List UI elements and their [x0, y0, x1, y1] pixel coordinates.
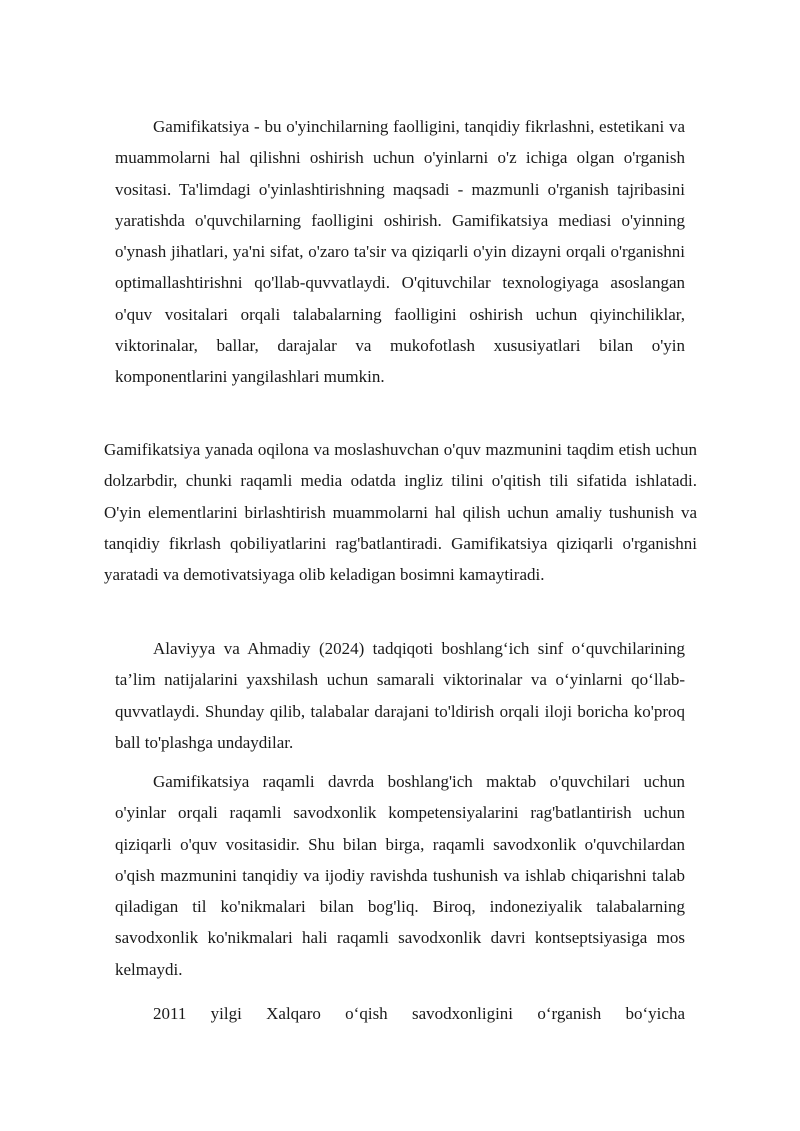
paragraph-pirls-2011: 2011 yilgi Xalqaro o‘qish savodxonligini o‘rganish bo‘yicha: [153, 1004, 685, 1023]
paragraph-digital-literacy: Gamifikatsiya raqamli davrda boshlang'ich maktab o'quvchilari uchun o'yinlar orqali raqamli savodxonlik kompetensiyalarini rag'batlantirish uchun qiziqarli o'quv vositasidir. Shu bilan birga, raqamli savodxonlik o'quvchilardan o'qish mazmunini tanqidiy va ijodiy ravishda tushunish va ishlab chiqarishni talab qiladigan til ko'nikmalari bilan bog'liq. Biroq, indoneziyalik talabalarning savodxonlik ko'nikmalari hali raqamli savodxonlik davri kontseptsiyasiga mos kelmaydi.: [115, 772, 685, 979]
paragraph-gamification-definition: Gamifikatsiya - bu o'yinchilarning faolligini, tanqidiy fikrlashni, estetikani va muammolarni hal qilishni oshirish uchun o'yinlarni o'z ichiga olgan o'rganish vositasi. Ta'limdagi o'yinlashtirishning maqsadi - mazmunli o'rganish tajribasini yaratishda o'quvchilarning faolligini oshirish. Gamifikatsiya mediasi o'yinning o'ynash jihatlari, ya'ni sifat, o'zaro ta'sir va qiziqarli o'yin dizayni orqali o'rganishni optimallashtirishni qo'llab-quvvatlaydi. O'qituvchilar texnologiyaga asoslangan o'quv vositalari orqali talabalarning faolligini oshirish uchun qiyinchiliklar, viktorinalar, ballar, darajalar va mukofotlash xususiyatlari bilan o'yin komponentlarini yangilashlari mumkin.: [115, 117, 685, 387]
paragraph-gamification-relevance: Gamifikatsiya yanada oqilona va moslashuvchan o'quv mazmunini taqdim etish uchun dolzarbdir, chunki raqamli media odatda ingliz tilini o'qitish tili sifatida ishlatadi. O'yin elementlarini birlashtirish muammolarni hal qilish uchun amaliy tushunish va tanqidiy fikrlash qobiliyatlarini rag'batlantiradi. Gamifikatsiya qiziqarli o'rganishni yaratadi va demotivatsiyaga olib keladigan bosimni kamaytiradi.: [104, 440, 697, 585]
paragraph-alaviyya-study: Alaviyya va Ahmadiy (2024) tadqiqoti boshlang‘ich sinf o‘quvchilarining ta’lim natijalarini yaxshilash uchun samarali viktorinalar va o‘yinlarni qo‘llab-quvvatlaydi. Shunday qilib, talabalar darajani to'ldirish orqali iloji boricha ko'proq ball to'plashga undaydilar.: [115, 639, 685, 752]
